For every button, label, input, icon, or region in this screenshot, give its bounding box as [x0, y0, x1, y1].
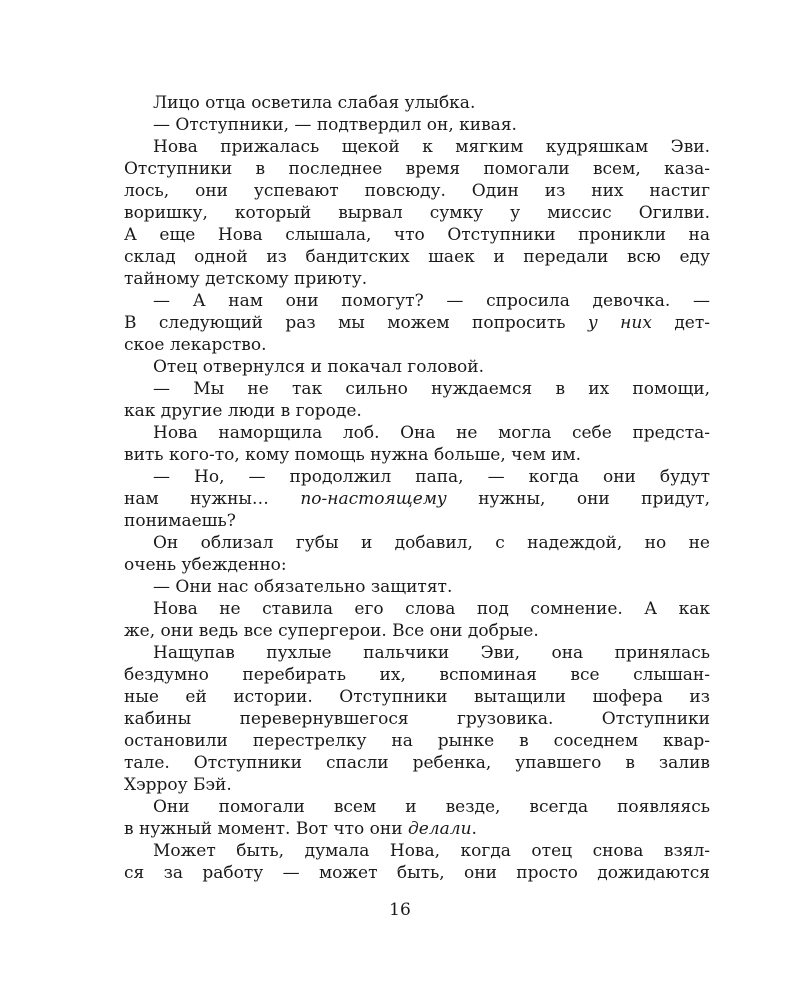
- text-line: воришку, который вырвал сумку у миссис Огилви.: [124, 203, 710, 223]
- text-line: кабины перевернувшегося грузовика. Отступники: [124, 709, 710, 729]
- text-line: ся за работу — может быть, они просто дожидаются: [124, 863, 710, 883]
- text-line: понимаешь?: [124, 511, 236, 531]
- text-line: тале. Отступники спасли ребенка, упавшего в залив: [124, 753, 710, 773]
- text-line: ные ей истории. Отступники вытащили шофера из: [124, 687, 710, 707]
- page-number: 16: [389, 900, 411, 920]
- text-line: Отец отвернулся и покачал головой.: [153, 357, 485, 377]
- text-line: Хэрроу Бэй.: [124, 775, 232, 795]
- text-line: Отступники в последнее время помогали всем, каза-: [124, 159, 710, 179]
- text-line: — Но, — продолжил папа, — когда они будут: [153, 467, 710, 487]
- text-line: ское лекарство.: [124, 335, 267, 355]
- text-line: Они помогали всем и везде, всегда появляясь: [153, 797, 710, 817]
- text-line: Лицо отца осветила слабая улыбка.: [153, 93, 476, 113]
- text-line: очень убежденно:: [124, 555, 287, 575]
- text-line: бездумно перебирать их, вспоминая все слышан-: [124, 665, 710, 685]
- text-line: — Они нас обязательно защитят.: [153, 577, 453, 597]
- text-line: — Отступники, — подтвердил он, кивая.: [153, 115, 517, 135]
- text-line: Нова наморщила лоб. Она не могла себе предста-: [153, 423, 710, 443]
- text-line: нам нужны… по-настоящему нужны, они придут,: [124, 489, 710, 509]
- text-line: в нужный момент. Вот что они делали.: [124, 819, 477, 839]
- text-line: Нащупав пухлые пальчики Эви, она принялась: [153, 643, 710, 663]
- text-line: вить кого-то, кому помощь нужна больше, чем им.: [124, 445, 582, 465]
- emphasis-text: у них: [587, 313, 652, 333]
- text-line: как другие люди в городе.: [124, 401, 362, 421]
- text-line: лось, они успевают повсюду. Один из них настиг: [124, 181, 710, 201]
- text-line: Нова не ставила его слова под сомнение. А как: [153, 599, 710, 619]
- text-line: А еще Нова слышала, что Отступники проникли на: [124, 225, 710, 245]
- emphasis-text: делали: [407, 819, 472, 839]
- emphasis-text: по-настоящему: [300, 489, 447, 509]
- text-line: Нова прижалась щекой к мягким кудряшкам Эви.: [153, 137, 710, 157]
- text-line: В следующий раз мы можем попросить у них дет-: [124, 313, 710, 333]
- body-text: [124, 92, 710, 884]
- text-line: остановили перестрелку на рынке в соседнем квар-: [124, 731, 710, 751]
- text-line: Он облизал губы и добавил, с надеждой, но не: [153, 533, 710, 553]
- text-line: же, они ведь все супергерои. Все они добрые.: [124, 621, 539, 641]
- text-line: тайному детскому приюту.: [124, 269, 368, 289]
- text-line: Может быть, думала Нова, когда отец снова взял-: [153, 841, 710, 861]
- text-line: — А нам они помогут? — спросила девочка. —: [153, 291, 710, 311]
- text-line: — Мы не так сильно нуждаемся в их помощи,: [153, 379, 710, 399]
- text-line: склад одной из бандитских шаек и передали всю еду: [124, 247, 710, 267]
